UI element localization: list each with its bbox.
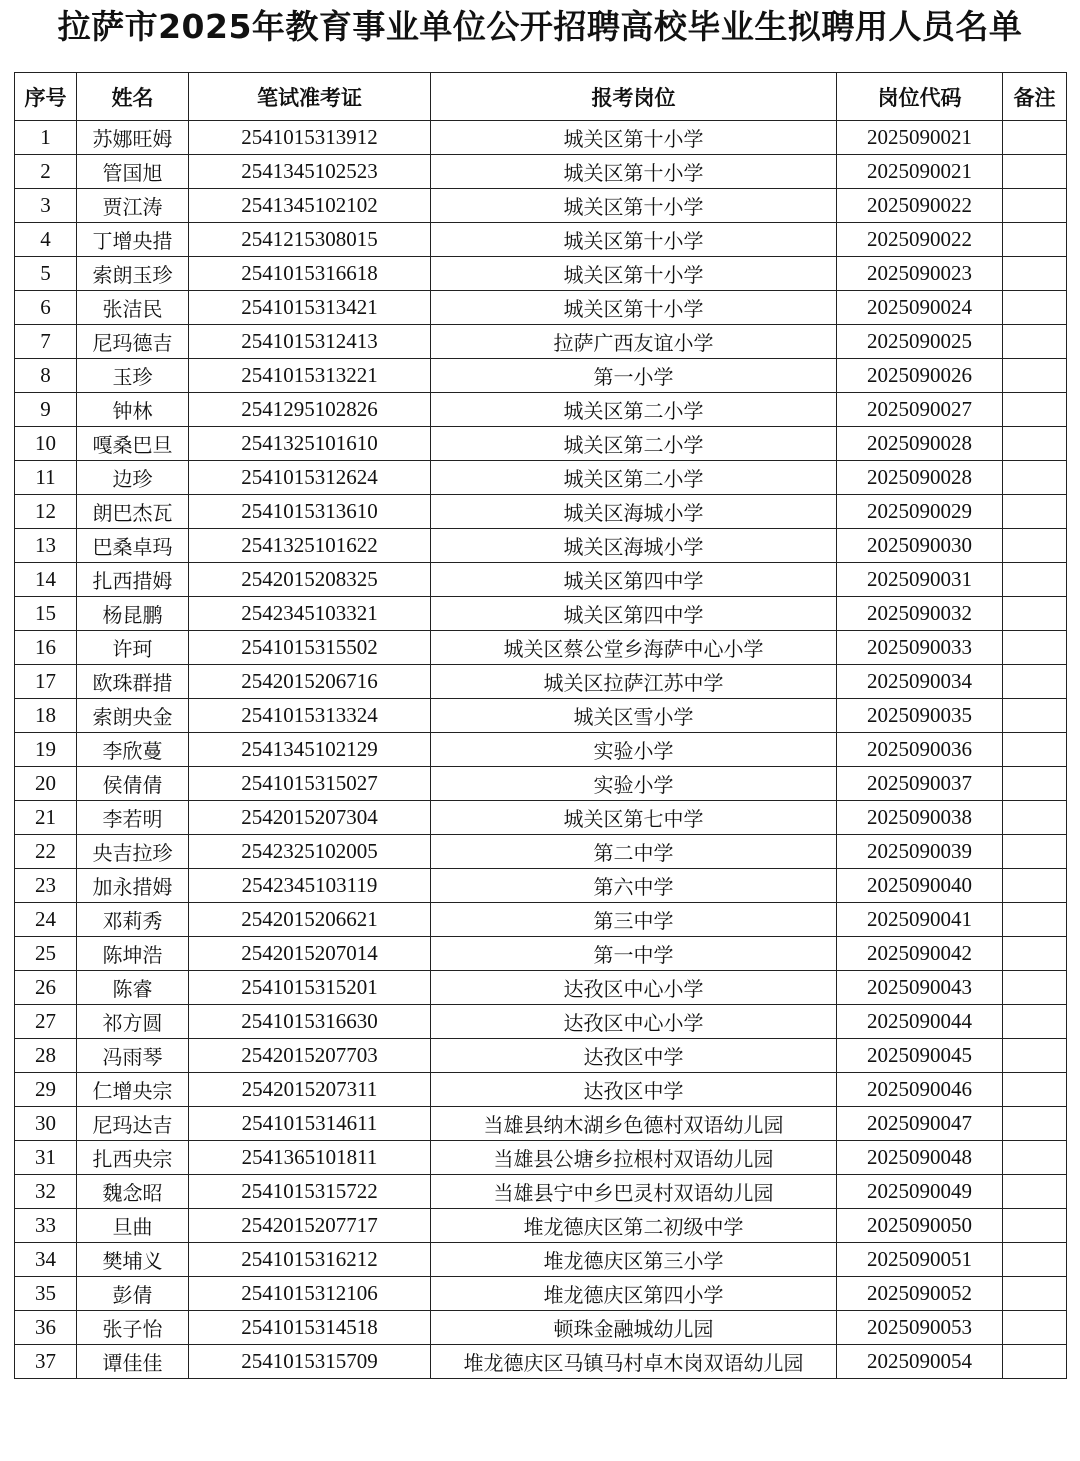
cell-name: 张洁民: [77, 291, 189, 325]
cell-remarks: [1003, 767, 1067, 801]
cell-position: 第一中学: [431, 937, 837, 971]
cell-index: 23: [15, 869, 77, 903]
cell-position: 实验小学: [431, 733, 837, 767]
header-position-code: 岗位代码: [837, 73, 1003, 121]
cell-position-code: 2025090047: [837, 1107, 1003, 1141]
table-row: [15, 223, 1067, 257]
cell-name: 冯雨琴: [77, 1039, 189, 1073]
cell-remarks: [1003, 835, 1067, 869]
cell-index: 8: [15, 359, 77, 393]
cell-index: 1: [15, 121, 77, 155]
cell-position-code: 2025090037: [837, 767, 1003, 801]
cell-exam-id: 2541015315502: [189, 631, 431, 665]
cell-index: 5: [15, 257, 77, 291]
cell-exam-id: 2541015316212: [189, 1243, 431, 1277]
cell-remarks: [1003, 189, 1067, 223]
cell-position-code: 2025090039: [837, 835, 1003, 869]
cell-remarks: [1003, 1277, 1067, 1311]
cell-position-code: 2025090024: [837, 291, 1003, 325]
cell-remarks: [1003, 155, 1067, 189]
cell-remarks: [1003, 869, 1067, 903]
table-row: [15, 1209, 1067, 1243]
cell-index: 15: [15, 597, 77, 631]
cell-position: 城关区蔡公堂乡海萨中心小学: [431, 631, 837, 665]
cell-position-code: 2025090051: [837, 1243, 1003, 1277]
header-position: 报考岗位: [431, 73, 837, 121]
table-row: [15, 835, 1067, 869]
cell-position: 城关区第二小学: [431, 393, 837, 427]
table-row: [15, 495, 1067, 529]
table-row: [15, 325, 1067, 359]
cell-exam-id: 2541345102129: [189, 733, 431, 767]
table-row: [15, 801, 1067, 835]
cell-name: 加永措姆: [77, 869, 189, 903]
cell-index: 24: [15, 903, 77, 937]
cell-position-code: 2025090021: [837, 155, 1003, 189]
cell-name: 樊埔义: [77, 1243, 189, 1277]
cell-index: 33: [15, 1209, 77, 1243]
cell-position-code: 2025090054: [837, 1345, 1003, 1379]
cell-exam-id: 2542345103321: [189, 597, 431, 631]
header-name: 姓名: [77, 73, 189, 121]
cell-position: 堆龙德庆区第三小学: [431, 1243, 837, 1277]
table-row: [15, 903, 1067, 937]
table-row: [15, 1175, 1067, 1209]
cell-exam-id: 2541015313610: [189, 495, 431, 529]
cell-position: 城关区雪小学: [431, 699, 837, 733]
cell-index: 34: [15, 1243, 77, 1277]
cell-exam-id: 2541015314611: [189, 1107, 431, 1141]
cell-remarks: [1003, 801, 1067, 835]
cell-remarks: [1003, 461, 1067, 495]
cell-exam-id: 2541295102826: [189, 393, 431, 427]
cell-exam-id: 2541015313221: [189, 359, 431, 393]
cell-name: 巴桑卓玛: [77, 529, 189, 563]
cell-remarks: [1003, 1141, 1067, 1175]
cell-position: 当雄县公塘乡拉根村双语幼儿园: [431, 1141, 837, 1175]
cell-remarks: [1003, 733, 1067, 767]
cell-index: 18: [15, 699, 77, 733]
cell-name: 杨昆鹏: [77, 597, 189, 631]
cell-remarks: [1003, 121, 1067, 155]
cell-remarks: [1003, 1243, 1067, 1277]
cell-index: 25: [15, 937, 77, 971]
cell-name: 玉珍: [77, 359, 189, 393]
cell-name: 边珍: [77, 461, 189, 495]
header-exam-id: 笔试准考证: [189, 73, 431, 121]
cell-position: 第三中学: [431, 903, 837, 937]
cell-position: 城关区海城小学: [431, 495, 837, 529]
cell-position: 第一小学: [431, 359, 837, 393]
cell-name: 央吉拉珍: [77, 835, 189, 869]
cell-exam-id: 2542345103119: [189, 869, 431, 903]
cell-exam-id: 2542015206621: [189, 903, 431, 937]
cell-exam-id: 2541015315201: [189, 971, 431, 1005]
cell-position: 堆龙德庆区第二初级中学: [431, 1209, 837, 1243]
cell-index: 37: [15, 1345, 77, 1379]
cell-position-code: 2025090022: [837, 223, 1003, 257]
cell-remarks: [1003, 665, 1067, 699]
hiring-roster-table: [14, 72, 1067, 1379]
cell-exam-id: 2541015315722: [189, 1175, 431, 1209]
cell-position: 城关区第十小学: [431, 257, 837, 291]
cell-name: 邓莉秀: [77, 903, 189, 937]
cell-name: 张子怡: [77, 1311, 189, 1345]
cell-index: 11: [15, 461, 77, 495]
cell-position: 当雄县纳木湖乡色德村双语幼儿园: [431, 1107, 837, 1141]
cell-index: 7: [15, 325, 77, 359]
cell-remarks: [1003, 1107, 1067, 1141]
cell-remarks: [1003, 631, 1067, 665]
cell-position-code: 2025090025: [837, 325, 1003, 359]
cell-remarks: [1003, 1311, 1067, 1345]
cell-index: 28: [15, 1039, 77, 1073]
table-row: [15, 1243, 1067, 1277]
cell-position: 城关区第四中学: [431, 597, 837, 631]
cell-position-code: 2025090038: [837, 801, 1003, 835]
cell-position: 城关区第十小学: [431, 189, 837, 223]
cell-name: 陈坤浩: [77, 937, 189, 971]
cell-exam-id: 2541215308015: [189, 223, 431, 257]
cell-index: 31: [15, 1141, 77, 1175]
cell-exam-id: 2542325102005: [189, 835, 431, 869]
table-row: [15, 971, 1067, 1005]
cell-position: 堆龙德庆区第四小学: [431, 1277, 837, 1311]
cell-name: 旦曲: [77, 1209, 189, 1243]
cell-position-code: 2025090032: [837, 597, 1003, 631]
cell-position-code: 2025090036: [837, 733, 1003, 767]
cell-exam-id: 2541015312413: [189, 325, 431, 359]
table-row: [15, 155, 1067, 189]
cell-position: 当雄县宁中乡巴灵村双语幼儿园: [431, 1175, 837, 1209]
cell-remarks: [1003, 529, 1067, 563]
table-row: [15, 937, 1067, 971]
cell-position-code: 2025090042: [837, 937, 1003, 971]
cell-position-code: 2025090031: [837, 563, 1003, 597]
cell-remarks: [1003, 1073, 1067, 1107]
cell-index: 9: [15, 393, 77, 427]
cell-remarks: [1003, 903, 1067, 937]
table-row: [15, 767, 1067, 801]
cell-exam-id: 2541015313912: [189, 121, 431, 155]
cell-index: 29: [15, 1073, 77, 1107]
table-row: [15, 1277, 1067, 1311]
cell-position-code: 2025090034: [837, 665, 1003, 699]
cell-exam-id: 2541015316630: [189, 1005, 431, 1039]
cell-exam-id: 2541015312106: [189, 1277, 431, 1311]
table-row: [15, 733, 1067, 767]
table-body: [15, 121, 1067, 1379]
cell-remarks: [1003, 597, 1067, 631]
cell-name: 贾江涛: [77, 189, 189, 223]
cell-name: 彭倩: [77, 1277, 189, 1311]
header-index: 序号: [15, 73, 77, 121]
cell-remarks: [1003, 325, 1067, 359]
cell-exam-id: 2541015314518: [189, 1311, 431, 1345]
cell-name: 陈睿: [77, 971, 189, 1005]
cell-exam-id: 2541365101811: [189, 1141, 431, 1175]
cell-name: 尼玛达吉: [77, 1107, 189, 1141]
cell-position: 城关区第四中学: [431, 563, 837, 597]
cell-position: 城关区第七中学: [431, 801, 837, 835]
cell-remarks: [1003, 393, 1067, 427]
cell-index: 35: [15, 1277, 77, 1311]
cell-name: 丁增央措: [77, 223, 189, 257]
cell-position-code: 2025090021: [837, 121, 1003, 155]
cell-exam-id: 2542015207304: [189, 801, 431, 835]
cell-position-code: 2025090029: [837, 495, 1003, 529]
table-row: [15, 563, 1067, 597]
table-row: [15, 1039, 1067, 1073]
cell-exam-id: 2542015207014: [189, 937, 431, 971]
cell-index: 20: [15, 767, 77, 801]
cell-remarks: [1003, 1175, 1067, 1209]
cell-index: 13: [15, 529, 77, 563]
cell-index: 17: [15, 665, 77, 699]
table-row: [15, 699, 1067, 733]
cell-exam-id: 2542015206716: [189, 665, 431, 699]
cell-index: 21: [15, 801, 77, 835]
table-row: [15, 665, 1067, 699]
table-row: [15, 1311, 1067, 1345]
table-row: [15, 427, 1067, 461]
table-row: [15, 631, 1067, 665]
cell-remarks: [1003, 1039, 1067, 1073]
cell-remarks: [1003, 1005, 1067, 1039]
cell-exam-id: 2541325101622: [189, 529, 431, 563]
cell-index: 12: [15, 495, 77, 529]
page-title: 拉萨市2025年教育事业单位公开招聘高校毕业生拟聘用人员名单: [57, 7, 1023, 46]
cell-remarks: [1003, 1209, 1067, 1243]
cell-remarks: [1003, 1345, 1067, 1379]
table-row: [15, 189, 1067, 223]
cell-position-code: 2025090050: [837, 1209, 1003, 1243]
cell-exam-id: 2541345102102: [189, 189, 431, 223]
cell-remarks: [1003, 223, 1067, 257]
cell-position: 达孜区中心小学: [431, 1005, 837, 1039]
cell-name: 仁增央宗: [77, 1073, 189, 1107]
cell-position: 实验小学: [431, 767, 837, 801]
cell-index: 10: [15, 427, 77, 461]
cell-remarks: [1003, 699, 1067, 733]
cell-index: 26: [15, 971, 77, 1005]
cell-name: 李若明: [77, 801, 189, 835]
table-row: [15, 597, 1067, 631]
table-row: [15, 257, 1067, 291]
cell-position-code: 2025090033: [837, 631, 1003, 665]
table-row: [15, 1345, 1067, 1379]
cell-remarks: [1003, 291, 1067, 325]
cell-exam-id: 2541015315709: [189, 1345, 431, 1379]
cell-name: 扎西央宗: [77, 1141, 189, 1175]
cell-name: 管国旭: [77, 155, 189, 189]
cell-position: 城关区第二小学: [431, 427, 837, 461]
cell-position-code: 2025090043: [837, 971, 1003, 1005]
cell-remarks: [1003, 971, 1067, 1005]
cell-position-code: 2025090052: [837, 1277, 1003, 1311]
cell-exam-id: 2541015315027: [189, 767, 431, 801]
cell-exam-id: 2541015313421: [189, 291, 431, 325]
cell-remarks: [1003, 937, 1067, 971]
cell-position-code: 2025090040: [837, 869, 1003, 903]
cell-index: 36: [15, 1311, 77, 1345]
cell-position-code: 2025090053: [837, 1311, 1003, 1345]
cell-exam-id: 2542015207717: [189, 1209, 431, 1243]
cell-name: 扎西措姆: [77, 563, 189, 597]
cell-position-code: 2025090035: [837, 699, 1003, 733]
cell-position-code: 2025090045: [837, 1039, 1003, 1073]
cell-name: 欧珠群措: [77, 665, 189, 699]
cell-exam-id: 2542015208325: [189, 563, 431, 597]
cell-exam-id: 2541325101610: [189, 427, 431, 461]
cell-position-code: 2025090030: [837, 529, 1003, 563]
cell-position-code: 2025090026: [837, 359, 1003, 393]
cell-index: 32: [15, 1175, 77, 1209]
header-remarks: 备注: [1003, 73, 1067, 121]
cell-name: 朗巴杰瓦: [77, 495, 189, 529]
table-row: [15, 1005, 1067, 1039]
cell-position: 达孜区中学: [431, 1073, 837, 1107]
cell-index: 19: [15, 733, 77, 767]
cell-name: 嘎桑巴旦: [77, 427, 189, 461]
table-row: [15, 1107, 1067, 1141]
cell-position: 城关区第十小学: [431, 291, 837, 325]
table-row: [15, 291, 1067, 325]
cell-exam-id: 2541015316618: [189, 257, 431, 291]
cell-position-code: 2025090044: [837, 1005, 1003, 1039]
cell-position-code: 2025090046: [837, 1073, 1003, 1107]
cell-index: 16: [15, 631, 77, 665]
cell-remarks: [1003, 257, 1067, 291]
table-row: [15, 121, 1067, 155]
cell-exam-id: 2542015207703: [189, 1039, 431, 1073]
cell-position: 城关区第二小学: [431, 461, 837, 495]
table-row: [15, 869, 1067, 903]
cell-name: 尼玛德吉: [77, 325, 189, 359]
cell-index: 2: [15, 155, 77, 189]
cell-name: 李欣蔓: [77, 733, 189, 767]
cell-name: 祁方圆: [77, 1005, 189, 1039]
cell-index: 27: [15, 1005, 77, 1039]
table-row: [15, 461, 1067, 495]
table-row: [15, 529, 1067, 563]
cell-name: 索朗央金: [77, 699, 189, 733]
cell-exam-id: 2542015207311: [189, 1073, 431, 1107]
cell-position: 拉萨广西友谊小学: [431, 325, 837, 359]
cell-exam-id: 2541345102523: [189, 155, 431, 189]
cell-remarks: [1003, 359, 1067, 393]
table-row: [15, 359, 1067, 393]
table-row: [15, 393, 1067, 427]
cell-index: 22: [15, 835, 77, 869]
cell-position: 城关区第十小学: [431, 155, 837, 189]
cell-position: 城关区拉萨江苏中学: [431, 665, 837, 699]
cell-exam-id: 2541015312624: [189, 461, 431, 495]
cell-position: 达孜区中心小学: [431, 971, 837, 1005]
cell-position-code: 2025090028: [837, 461, 1003, 495]
cell-position: 城关区第十小学: [431, 121, 837, 155]
cell-position-code: 2025090023: [837, 257, 1003, 291]
cell-index: 30: [15, 1107, 77, 1141]
cell-position-code: 2025090048: [837, 1141, 1003, 1175]
cell-name: 索朗玉珍: [77, 257, 189, 291]
cell-index: 3: [15, 189, 77, 223]
cell-name: 许珂: [77, 631, 189, 665]
cell-name: 魏念昭: [77, 1175, 189, 1209]
cell-position: 第六中学: [431, 869, 837, 903]
cell-name: 侯倩倩: [77, 767, 189, 801]
table-row: [15, 1141, 1067, 1175]
cell-position: 第二中学: [431, 835, 837, 869]
cell-exam-id: 2541015313324: [189, 699, 431, 733]
cell-position: 城关区海城小学: [431, 529, 837, 563]
cell-position: 达孜区中学: [431, 1039, 837, 1073]
cell-remarks: [1003, 427, 1067, 461]
cell-position-code: 2025090022: [837, 189, 1003, 223]
cell-position-code: 2025090041: [837, 903, 1003, 937]
table-header-row: [15, 73, 1067, 121]
cell-index: 6: [15, 291, 77, 325]
cell-position: 顿珠金融城幼儿园: [431, 1311, 837, 1345]
cell-position-code: 2025090027: [837, 393, 1003, 427]
cell-position-code: 2025090049: [837, 1175, 1003, 1209]
cell-index: 4: [15, 223, 77, 257]
cell-position: 城关区第十小学: [431, 223, 837, 257]
cell-remarks: [1003, 495, 1067, 529]
cell-position: 堆龙德庆区马镇马村卓木岗双语幼儿园: [431, 1345, 837, 1379]
cell-name: 苏娜旺姆: [77, 121, 189, 155]
cell-name: 钟林: [77, 393, 189, 427]
table-row: [15, 1073, 1067, 1107]
cell-index: 14: [15, 563, 77, 597]
cell-position-code: 2025090028: [837, 427, 1003, 461]
cell-remarks: [1003, 563, 1067, 597]
cell-name: 谭佳佳: [77, 1345, 189, 1379]
